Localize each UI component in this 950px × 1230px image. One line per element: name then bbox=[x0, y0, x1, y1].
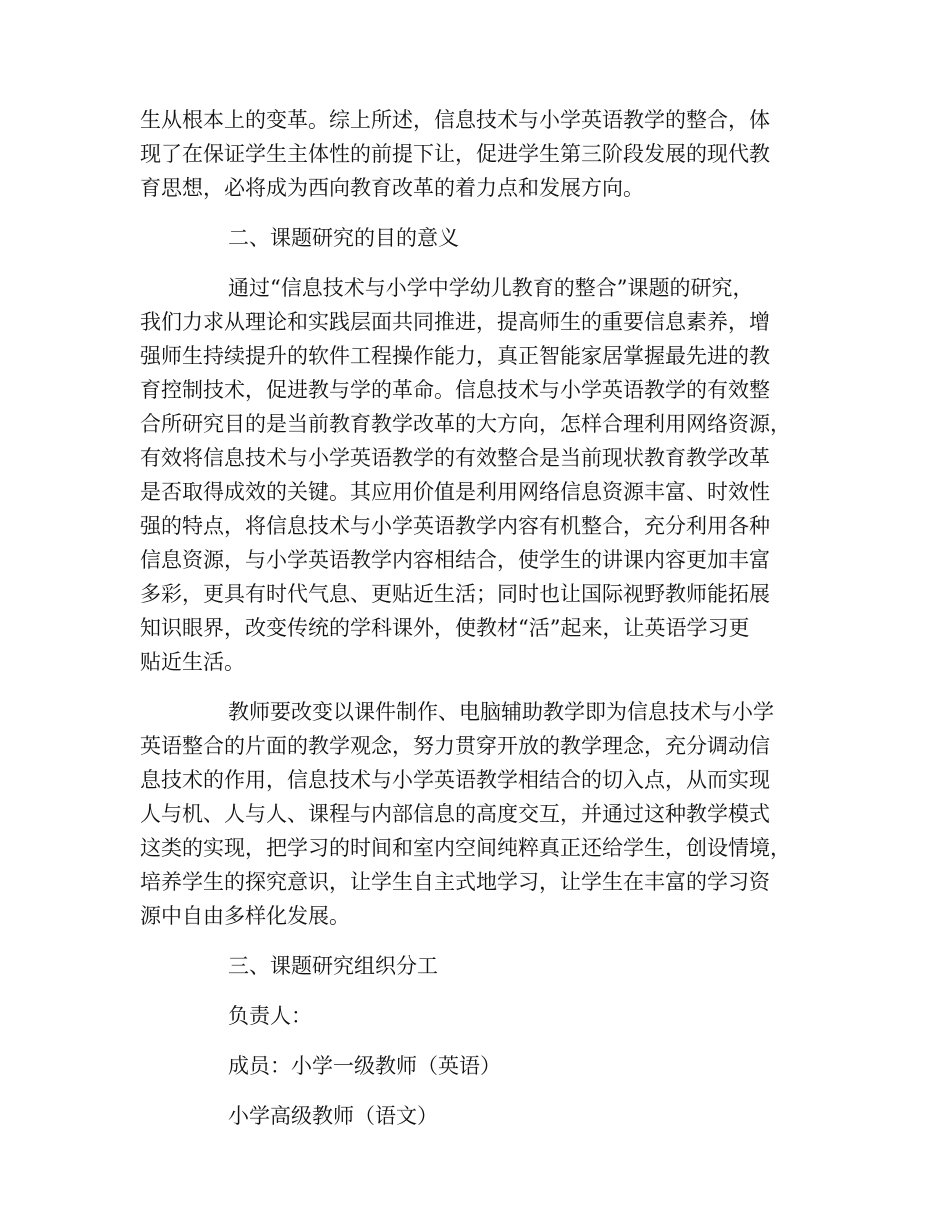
text-line: 现了在保证学生主体性的前提下让，促进学生第三阶段发展的现代教 bbox=[140, 142, 770, 166]
text-line: 我们力求从理论和实践层面共同推进，提高师生的重要信息素养，增 bbox=[140, 310, 770, 334]
text-line: 教师要改变以课件制作、电脑辅助教学即为信息技术与小学 bbox=[228, 700, 774, 724]
text-line: 息技术的作用，信息技术与小学英语教学相结合的切入点，从而实现 bbox=[140, 768, 770, 792]
section-heading-organization: 三、课题研究组织分工 bbox=[228, 954, 438, 978]
text-line: 合所研究目的是当前教育教学改革的大方向，怎样合理利用网络资源， bbox=[140, 412, 791, 436]
document-body bbox=[140, 103, 830, 1133]
paragraph-intro-end bbox=[140, 103, 830, 205]
text-line: 有效将信息技术与小学英语教学的有效整合是当前现状教育教学改革 bbox=[140, 446, 770, 470]
text-line: 培养学生的探究意识，让学生自主式地学习，让学生在丰富的学习资 bbox=[140, 870, 770, 894]
text-line: 知识眼界，改变传统的学科课外，使教材“活”起来，让英语学习更 bbox=[140, 616, 750, 640]
member-line: 成员：小学一级教师（英语） bbox=[228, 1054, 501, 1078]
text-line: 强师生持续提升的软件工程操作能力，真正智能家居掌握最先进的教 bbox=[140, 344, 770, 368]
text-line: 人与机、人与人、课程与内部信息的高度交互，并通过这种教学模式 bbox=[140, 802, 770, 826]
member-line-2: 小学高级教师（语文） bbox=[228, 1104, 438, 1128]
text-line: 生从根本上的变革。综上所述，信息技术与小学英语教学的整合，体 bbox=[140, 108, 770, 132]
text-line: 这类的实现，把学习的时间和室内空间纯粹真正还给学生，创设情境， bbox=[140, 836, 791, 860]
text-line: 育控制技术，促进教与学的革命。信息技术与小学英语教学的有效整 bbox=[140, 378, 770, 402]
section-heading-purpose: 二、课题研究的目的意义 bbox=[228, 226, 459, 250]
text-line: 强的特点，将信息技术与小学英语教学内容有机整合，充分利用各种 bbox=[140, 514, 770, 538]
paragraph-teacher bbox=[140, 695, 830, 933]
text-line: 贴近生活。 bbox=[140, 650, 245, 674]
text-line: 英语整合的片面的教学观念，努力贯穿开放的教学理念，充分调动信 bbox=[140, 734, 770, 758]
text-line: 多彩，更具有时代气息、更贴近生活；同时也让国际视野教师能拓展 bbox=[140, 582, 770, 606]
text-line: 是否取得成效的关键。其应用价值是利用网络信息资源丰富、时效性 bbox=[140, 480, 770, 504]
leader-label: 负责人： bbox=[228, 1004, 312, 1028]
text-line: 通过“信息技术与小学中学幼儿教育的整合”课题的研究， bbox=[228, 276, 754, 300]
paragraph-purpose bbox=[140, 271, 830, 679]
text-line: 源中自由多样化发展。 bbox=[140, 904, 350, 928]
text-line: 育思想，必将成为西向教育改革的着力点和发展方向。 bbox=[140, 176, 644, 200]
text-line: 信息资源，与小学英语教学内容相结合，使学生的讲课内容更加丰富 bbox=[140, 548, 770, 572]
